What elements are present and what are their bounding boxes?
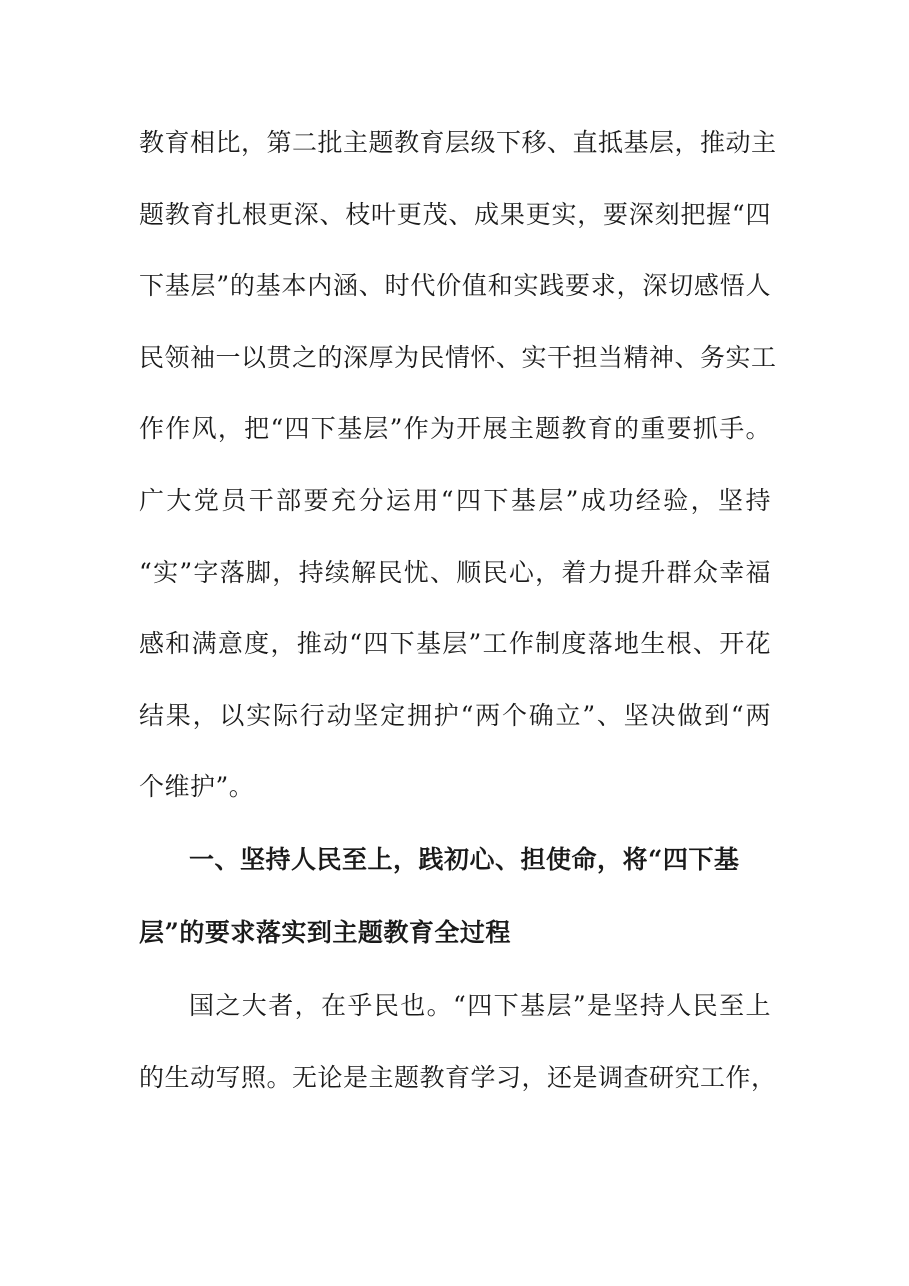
- paragraph-line: 教育相比，第二批主题教育层级下移、直抵基层，推动主: [139, 128, 777, 157]
- paragraph-line: 下基层”的基本内涵、时代价值和实践要求，深切感悟人: [139, 271, 771, 300]
- paragraph-line: 民领袖一以贯之的深厚为民情怀、实干担当精神、务实工: [139, 343, 777, 372]
- heading-line: 一、坚持人民至上，践初心、担使命，将“四下基: [189, 845, 740, 874]
- paragraph-line: 题教育扎根更深、枝叶更茂、成果更实，要深刻把握“四: [139, 200, 771, 229]
- paragraph-line: “实”字落脚，持续解民忧、顺民心，着力提升群众幸福: [139, 558, 771, 587]
- paragraph-line: 国之大者，在乎民也。“四下基层”是坚持人民至上: [189, 991, 771, 1020]
- paragraph-line: 的生动写照。无论是主题教育学习，还是调查研究工作，: [139, 1063, 777, 1092]
- heading-line: 层”的要求落实到主题教育全过程: [139, 918, 511, 947]
- paragraph-line: 广大党员干部要充分运用“四下基层”成功经验，坚持: [139, 486, 771, 515]
- paragraph-line: 感和满意度，推动“四下基层”工作制度落地生根、开花: [139, 629, 771, 658]
- paragraph-line: 结果，以实际行动坚定拥护“两个确立”、坚决做到“两: [139, 701, 771, 730]
- paragraph-line: 个维护”。: [139, 772, 255, 801]
- paragraph-line: 作作风，把“四下基层”作为开展主题教育的重要抓手。: [139, 414, 771, 443]
